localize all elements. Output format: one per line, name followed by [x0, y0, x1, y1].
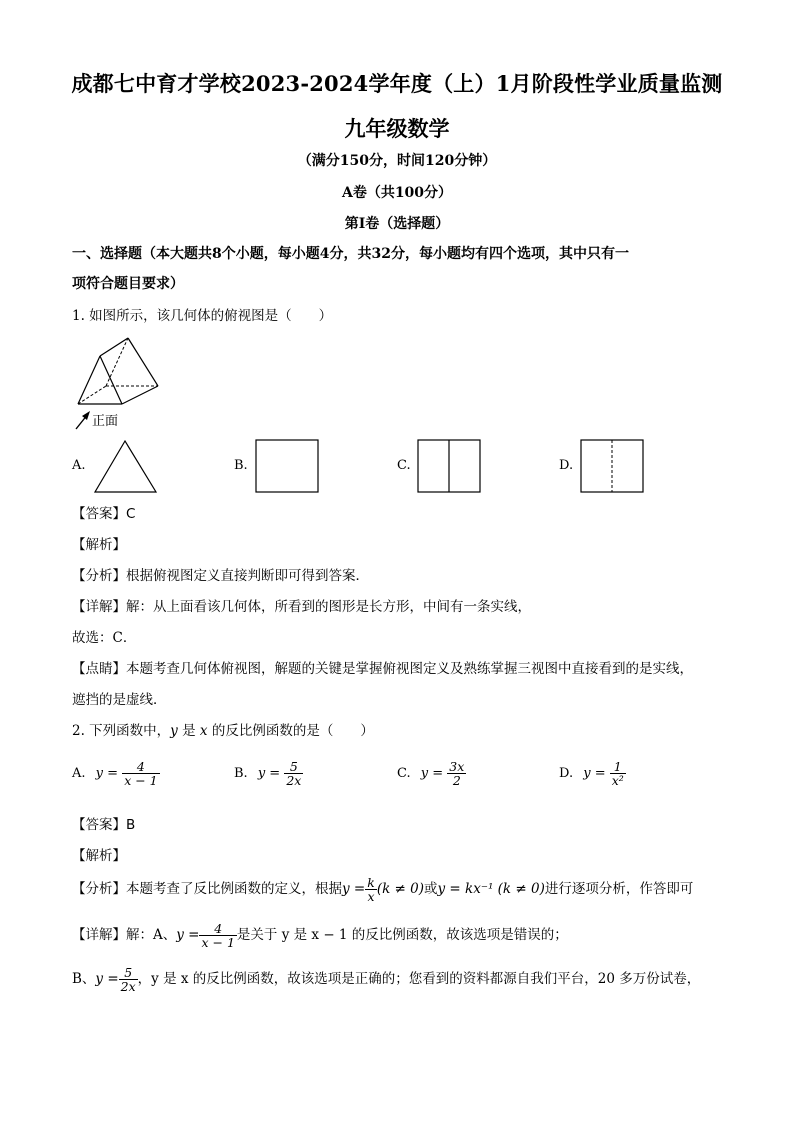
q2-xiangjie-fraction: [199, 922, 236, 949]
denominator: x²: [611, 773, 624, 788]
denominator: x − 1: [124, 773, 158, 788]
option-b-rectangle: [255, 439, 321, 495]
q2-option-a-lhs: y =: [95, 766, 119, 781]
q2-b-post: ，y 是 x 的反比例函数，故该选项是正确的；您看到的资料都源自我们平台，20 多万份试卷，: [137, 971, 701, 987]
denominator: x: [365, 889, 377, 903]
q2-option-c-fraction: [447, 760, 466, 787]
numerator: k: [367, 875, 375, 890]
q2-b-explanation: [72, 966, 700, 993]
q2-option-b-lhs: y =: [257, 766, 281, 781]
q2-answer: 【答案】B: [72, 817, 136, 833]
numerator: 3x: [449, 759, 465, 774]
prism-figure: [70, 334, 170, 434]
section-heading-cont: 项符合题目要求）: [72, 276, 184, 292]
q2-option-b-label: B.: [234, 766, 248, 781]
q2-b-lhs: y =: [95, 971, 119, 987]
q2-option-a: [72, 760, 160, 787]
q2-option-a-fraction: [122, 760, 159, 787]
exam-subject: 九年级数学: [344, 116, 450, 141]
q2-stem: [72, 721, 374, 741]
numerator: 5: [124, 965, 133, 980]
q2-xiangjie-lhs: y =: [176, 927, 200, 943]
q1-dianjing-cont: 遮挡的是虚线．: [72, 692, 167, 708]
q2-option-c-label: C.: [397, 766, 411, 781]
volume-a: A卷（共100分）: [341, 185, 453, 201]
q2-stem-x: x: [199, 723, 208, 739]
score-time: （满分150分，时间120分钟）: [297, 153, 497, 169]
option-c-rectangle-solid: [417, 439, 483, 495]
q1-conclusion: 故选：C．: [72, 630, 137, 646]
exam-title: 成都七中育才学校2023-2024学年度（上）1月阶段性学业质量监测: [71, 71, 723, 96]
numerator: 5: [289, 759, 298, 774]
q2-option-d-fraction: [610, 760, 626, 787]
q2-b-fraction: [119, 966, 138, 993]
q2-xiangjie: [72, 922, 568, 949]
q2-option-d-label: D.: [559, 766, 574, 781]
q1-answer: 【答案】C: [72, 506, 136, 522]
q2-stem-post: 的反比例函数的是（ ）: [207, 723, 374, 739]
q2-option-a-label: A.: [72, 766, 86, 781]
q2-option-b-fraction: [284, 760, 303, 787]
q1-option-a-label: A.: [72, 458, 86, 473]
q2-fenxi-pre: 【分析】本题考查了反比例函数的定义，根据: [72, 881, 342, 897]
q1-option-c-label: C.: [397, 458, 411, 473]
q1-xiangjie: 【详解】解：从上面看该几何体，所看到的图形是长方形，中间有一条实线，: [72, 599, 531, 615]
q1-fenxi: 【分析】根据俯视图定义直接判断即可得到答案．: [72, 568, 369, 584]
q2-fenxi-post: 进行逐项分析，作答即可: [544, 881, 694, 897]
q2-fenxi-f2: y = kx⁻¹ (k ≠ 0): [437, 881, 545, 897]
q2-option-b: [234, 760, 303, 787]
q2-stem-pre: 2. 下列函数中，: [72, 723, 171, 739]
denominator: 2: [447, 773, 466, 787]
q2-fenxi-f1-lhs: y =: [342, 881, 366, 897]
q1-option-d-label: D.: [559, 458, 574, 473]
numerator: 4: [136, 759, 145, 774]
q2-xiangjie-pre: 【详解】解：A、: [72, 927, 177, 943]
q2-option-c-lhs: y =: [420, 766, 444, 781]
q2-fenxi-f1-cond: (k ≠ 0): [376, 881, 425, 897]
q1-dianjing: 【点睛】本题考查几何体俯视图，解题的关键是掌握俯视图定义及熟练掌握三视图中直接看到的是实线，: [72, 661, 693, 677]
q2-stem-mid: 是: [177, 723, 200, 739]
option-a-triangle: [93, 439, 159, 495]
q2-fenxi: [72, 876, 693, 903]
q2-b-pre: B、: [72, 971, 96, 987]
q1-option-b-label: B.: [234, 458, 248, 473]
q2-stem-y: y: [170, 723, 178, 739]
option-d-rectangle-dashed: [580, 439, 646, 495]
q2-option-d-lhs: y =: [583, 766, 606, 781]
front-label: 正面: [92, 414, 119, 429]
numerator: 1: [613, 759, 622, 774]
section-heading: 一、选择题（本大题共8个小题，每小题4分，共32分，每小题均有四个选项，其中只有一: [72, 246, 629, 262]
numerator: 4: [214, 921, 223, 936]
volume-1: 第Ⅰ卷（选择题）: [344, 216, 450, 232]
q2-option-d: [559, 760, 626, 787]
q2-fenxi-fraction: [365, 876, 377, 903]
denominator: 2x: [120, 979, 136, 994]
q2-xiangjie-post: 是关于 y 是 x − 1 的反比例函数，故该选项是错误的；: [236, 927, 568, 943]
q1-stem: 1. 如图所示，该几何体的俯视图是（ ）: [72, 308, 333, 324]
q2-analysis-tag: 【解析】: [72, 848, 126, 864]
q1-analysis-tag: 【解析】: [72, 537, 126, 553]
denominator: 2x: [286, 773, 302, 788]
q2-option-c: [397, 760, 466, 787]
q2-fenxi-or: 或: [424, 881, 438, 897]
denominator: x − 1: [201, 935, 235, 950]
